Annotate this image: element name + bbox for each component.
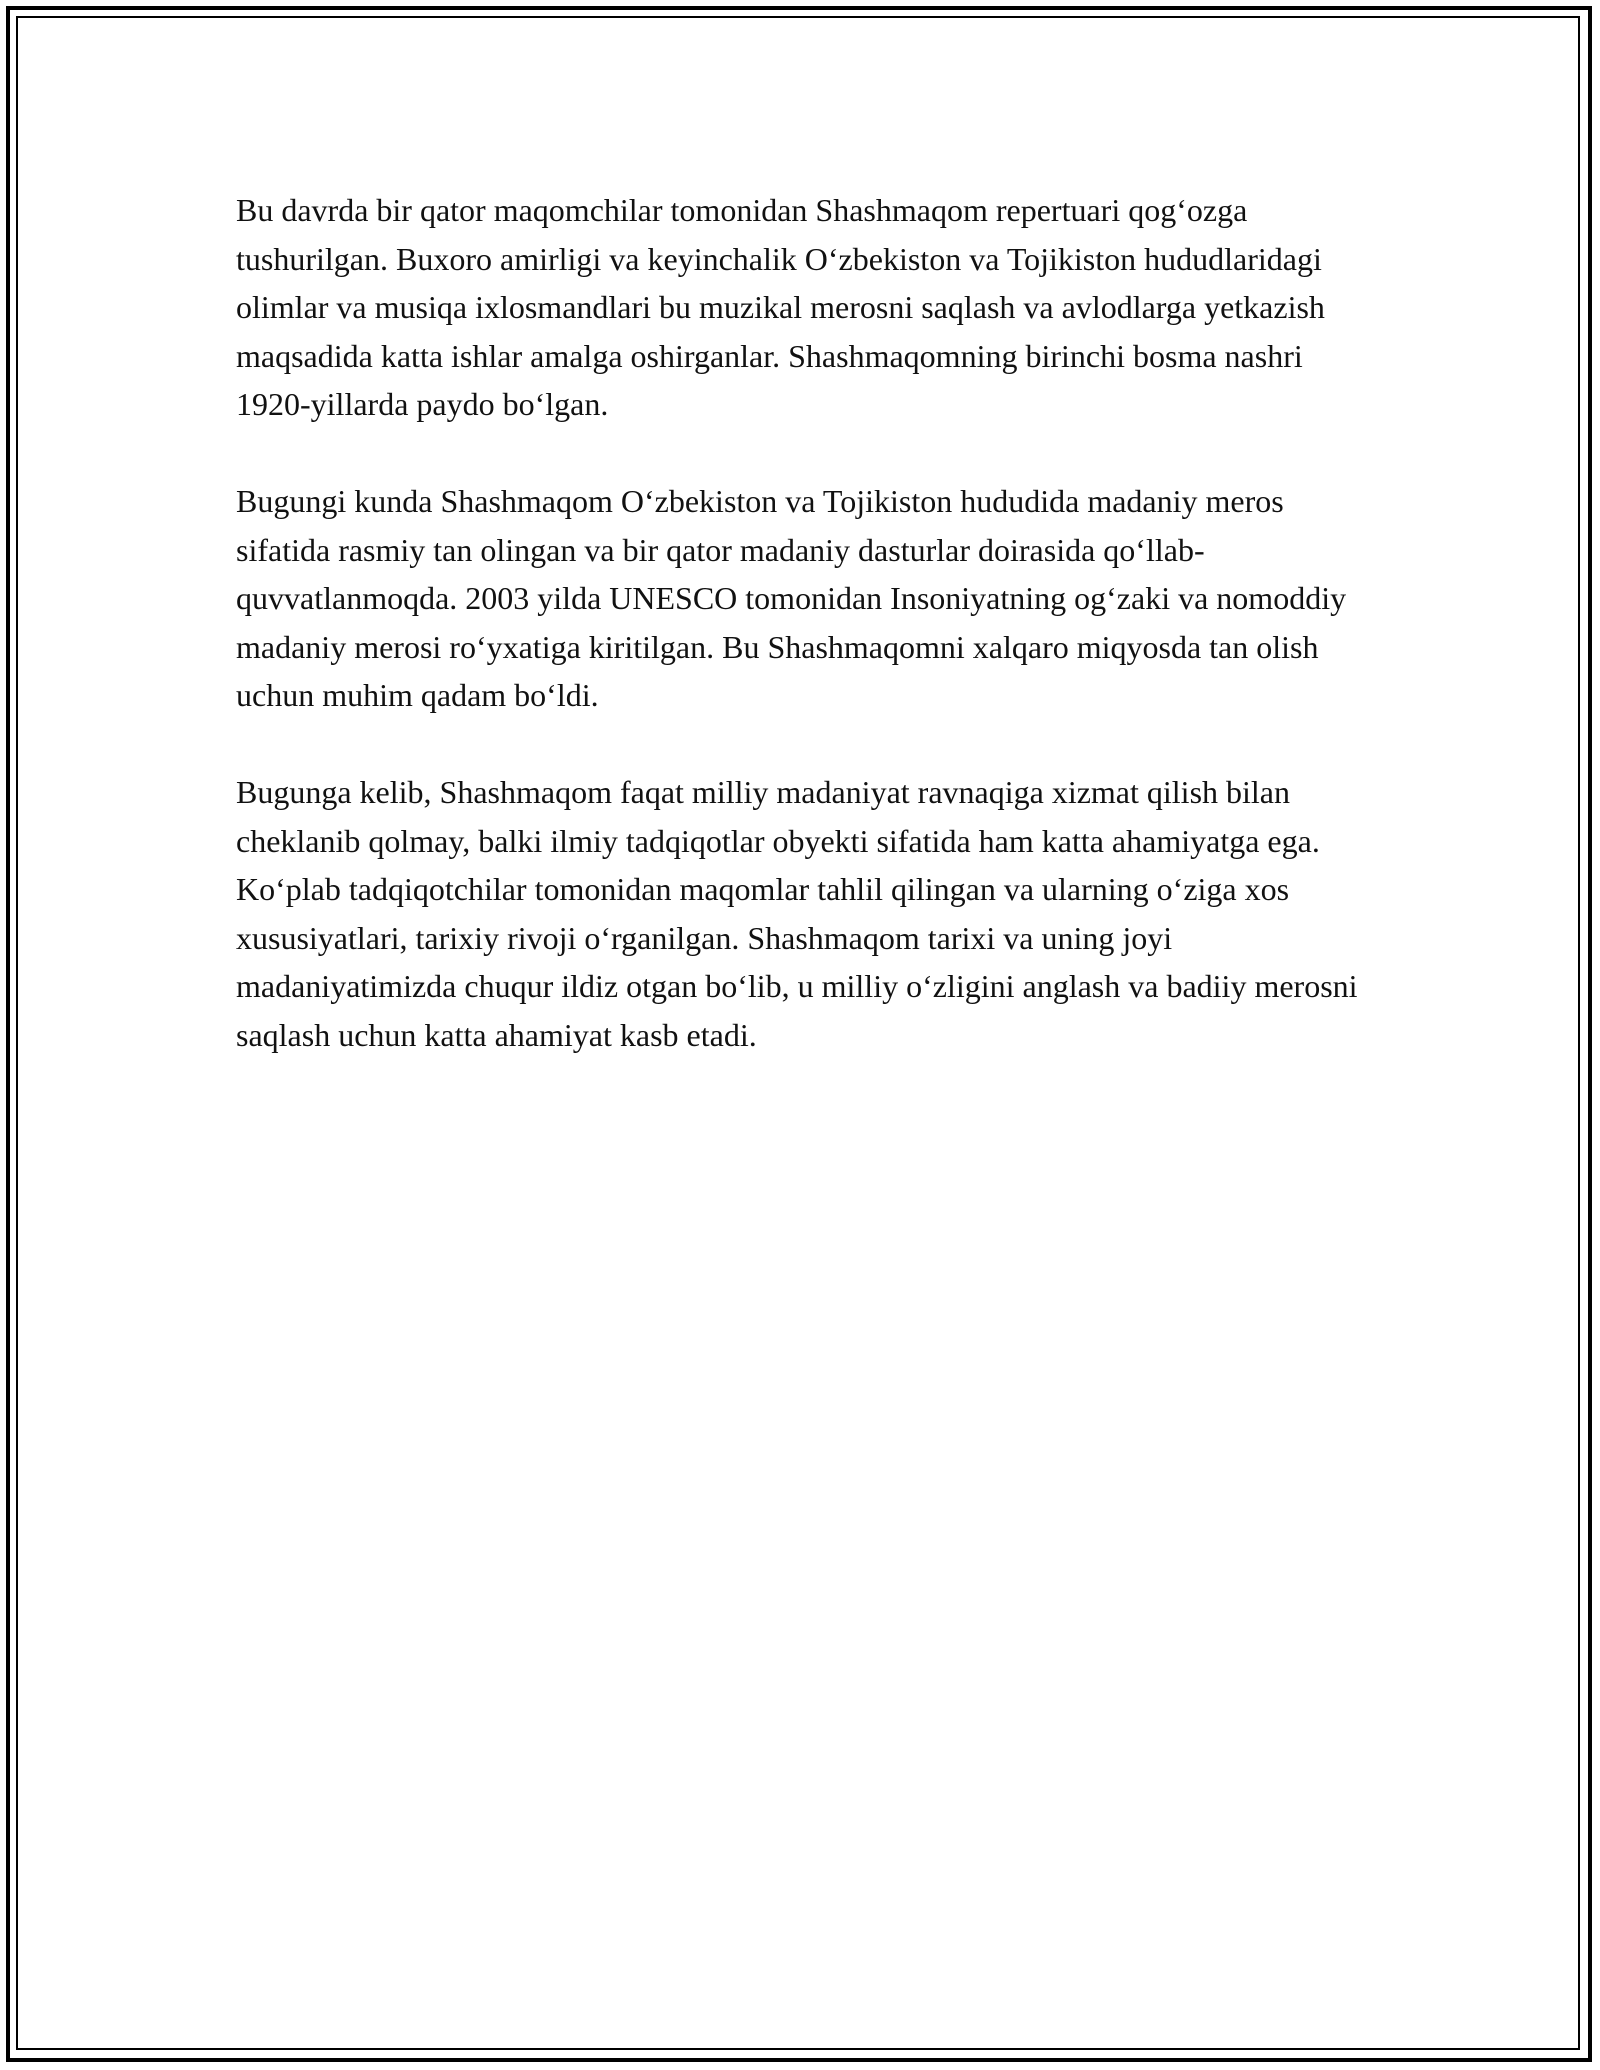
paragraph-1: Bu davrda bir qator maqomchilar tomonidan Shashmaqom repertuari qog‘ozga tushurilgan. Buxoro amirligi va keyinchalik O‘zbekiston va Tojikiston hududlaridagi olimlar va musiqa ixlosmandlari bu muzikal merosni saqlash va avlodlarga yetkazish maqsadida katta ishlar amalga oshirganlar. Shashmaqomning birinchi bosma nashri 1920-yillarda paydo bo‘lgan. (236, 192, 1325, 422)
document-body (236, 186, 1376, 1108)
paragraph-3: Bugunga kelib, Shashmaqom faqat milliy madaniyat ravnaqiga xizmat qilish bilan cheklanib qolmay, balki ilmiy tadqiqotlar obyekti sifatida ham katta ahamiyatga ega. Ko‘plab tadqiqotchilar tomonidan maqomlar tahlil qilingan va ularning o‘ziga xos xususiyatlari, tarixiy rivoji o‘rganilgan. Shashmaqom tarixi va uning joyi madaniyatimizda chuqur ildiz otgan bo‘lib, u milliy o‘zligini anglash va badiiy merosni saqlash uchun katta ahamiyat kasb etadi. (236, 774, 1358, 1053)
paragraph-2: Bugungi kunda Shashmaqom O‘zbekiston va Tojikiston hududida madaniy meros sifatida rasmiy tan olingan va bir qator madaniy dasturlar doirasida qo‘llab-quvvatlanmoqda. 2003 yilda UNESCO tomonidan Insoniyatning og‘zaki va nomoddiy madaniy merosi ro‘yxatiga kiritilgan. Bu Shashmaqomni xalqaro miqyosda tan olish uchun muhim qadam bo‘ldi. (236, 483, 1347, 713)
